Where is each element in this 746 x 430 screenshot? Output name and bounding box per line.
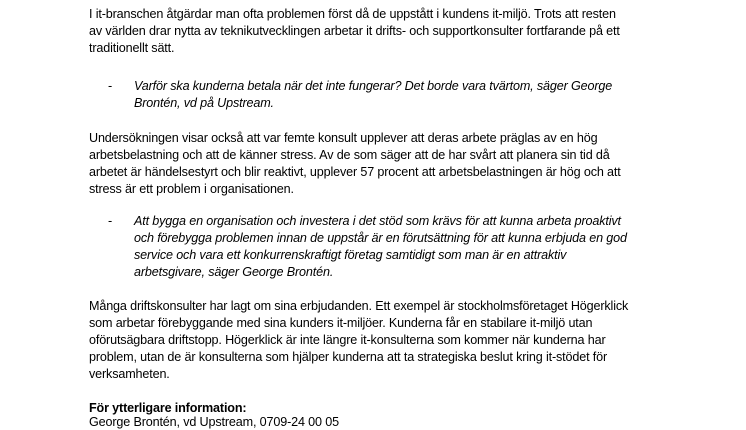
offers-line-2: som arbetar förebyggande med sina kunders it-miljöer. Kunderna får en stabilare it-miljö utan (89, 316, 593, 330)
offers-line-1: Många driftskonsulter har lagt om sina erbjudanden. Ett exempel är stockholmsföretaget Högerklick (89, 299, 629, 313)
quote1-line-1: Varför ska kunderna betala när det inte fungerar? Det borde vara tvärtom, säger George (134, 79, 613, 93)
survey-line-4: stress är ett problem i organisationen. (89, 182, 294, 196)
quote1-bullet: - (108, 79, 113, 93)
offers-line-4: problem, utan de är konsulterna som hjälper kunderna att ta strategiska beslut kring it-stödet för (89, 350, 608, 364)
quote2-bullet: - (108, 214, 113, 228)
quote2-line-2: och förebygga problemen innan de uppstår är en förutsättning för att kunna erbjuda en god (134, 231, 627, 245)
survey-line-2: arbetsbelastning och att de känner stress. Av de som säger att de har svårt att planera sin tid då (89, 148, 610, 162)
contact-line-partial: George Brontén, vd Upstream, 0709-24 00 05 (89, 415, 339, 429)
survey-line-3: arbetet är händelsestyrt och blir reaktivt, upplever 57 procent att arbetsbelastningen är hög och att (89, 165, 621, 179)
offers-line-3: oförutsägbara driftstopp. Högerklick är inte längre it-konsulterna som kommer när kunderna har (89, 333, 606, 347)
contact-heading: För ytterligare information: (89, 401, 247, 415)
offers-line-5: verksamheten. (89, 367, 170, 381)
intro-line-1: I it-branschen åtgärdar man ofta problemen först då de uppstått i kundens it-miljö. Trots att resten (89, 7, 616, 21)
intro-line-2: av världen drar nytta av teknikutvecklingen arbetar it drifts- och supportkonsulter fortfarande på ett (89, 24, 620, 38)
quote2-line-1: Att bygga en organisation och investera i det stöd som krävs för att kunna arbeta proaktivt (134, 214, 621, 228)
quote2-line-3: service och vara ett konkurrenskraftigt företag samtidigt som man är en attraktiv (134, 248, 567, 262)
survey-line-1: Undersökningen visar också att var femte konsult upplever att deras arbete präglas av en hög (89, 131, 598, 145)
quote2-line-4: arbetsgivare, säger George Brontén. (134, 265, 334, 279)
intro-line-3: traditionellt sätt. (89, 41, 175, 55)
quote1-line-2: Brontén, vd på Upstream. (134, 96, 274, 110)
